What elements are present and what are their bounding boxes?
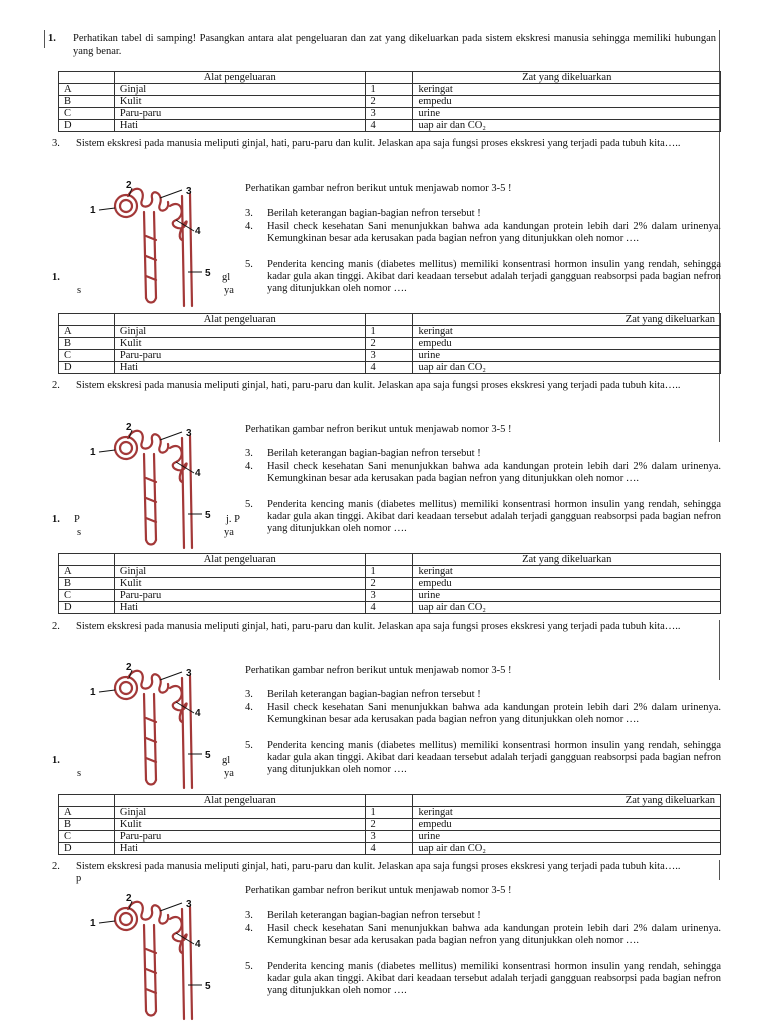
nephron-diagram <box>82 176 234 308</box>
label-3: 3 <box>186 428 192 439</box>
header-substance: Zat yang dikeluarkan <box>413 72 721 84</box>
table-row: C Paru-paru 3 urine <box>59 350 721 362</box>
nephron-intro: Perhatikan gambar nefron berikut untuk menjawab nomor 3-5 ! <box>245 885 512 896</box>
fragment-num: 1. <box>52 514 60 525</box>
fragment-gl: gl <box>222 755 231 766</box>
label-3: 3 <box>186 668 192 679</box>
table-row: C Paru-paru 3 urine <box>59 108 721 120</box>
nephron-item-4: 4. Hasil check kesehatan Sani menunjukkan bahwa ada kandungan protein lebih dari 2% dalam urinenya. Kemungkinan besar ada kerusakan pada bagian nefron yang ditunjukkan oleh nomor …. <box>245 702 721 725</box>
table-row: D Hati 4 uap air dan CO₂ <box>59 602 721 614</box>
fragment-s: s <box>77 768 82 779</box>
table-row: D Hati 4 uap air dan CO₂ <box>59 120 721 132</box>
label-1: 1 <box>90 447 96 458</box>
nephron-item-4: 4. Hasil check kesehatan Sani menunjukkan bahwa ada kandungan protein lebih dari 2% dalam urinenya. Kemungkinan besar ada kerusakan pada bagian nefron yang ditunjukkan oleh nomor …. <box>245 461 721 484</box>
nephron-diagram <box>82 416 234 552</box>
fragment-ya: ya <box>224 768 234 779</box>
essay-text: Sistem ekskresi pada manusia meliputi ginjal, hati, paru-paru dan kulit. Jelaskan apa saja fungsi proses ekskresi yang terjadi pada tubuh kita….. <box>76 138 681 149</box>
table-row: A Ginjal 1 keringat <box>59 807 721 819</box>
label-lines <box>99 188 202 272</box>
label-4: 4 <box>195 468 201 479</box>
matching-table <box>58 794 721 855</box>
fragment-glp: j. P <box>226 514 241 525</box>
table-row: B Kulit 2 empedu <box>59 819 721 831</box>
header-organ: Alat pengeluaran <box>114 72 365 84</box>
fragment-gl: gl <box>222 272 231 283</box>
matching-table <box>58 313 721 374</box>
fragment-ya: ya <box>224 285 234 296</box>
table-header <box>59 72 721 84</box>
label-5: 5 <box>205 510 211 521</box>
nephron-item-5: 5. Penderita kencing manis (diabetes mellitus) memiliki konsentrasi hormon insulin yang rendah, sehingga kadar gula akan tinggi. Akibat dari keadaan tersebut adalah terjadi gangguan reabsorpsi pada bagian nefron yang ditunjukkan oleh nomor …. <box>245 499 721 534</box>
label-3: 3 <box>186 186 192 197</box>
label-4: 4 <box>195 708 201 719</box>
left-border <box>44 30 45 48</box>
nephron-item-4: 4. Hasil check kesehatan Sani menunjukkan bahwa ada kandungan protein lebih dari 2% dalam urinenya. Kemungkinan besar ada kerusakan pada bagian nefron yang ditunjukkan oleh nomor …. <box>245 923 721 946</box>
nephron-item-5: 5. Penderita kencing manis (diabetes mellitus) memiliki konsentrasi hormon insulin yang rendah, sehingga kadar gula akan tinggi. Akibat dari keadaan tersebut adalah terjadi gangguan reabsorpsi pada bagian nefron yang ditunjukkan oleh nomor …. <box>245 740 721 775</box>
fragment-ya: ya <box>224 527 234 538</box>
label-2: 2 <box>126 893 132 904</box>
label-1: 1 <box>90 687 96 698</box>
fragment-s: s <box>77 527 82 538</box>
nephron-diagram <box>82 886 234 1024</box>
right-border <box>719 620 720 680</box>
table-row: C Paru-paru 3 urine <box>59 831 721 843</box>
nephron-item-3: 3. Berilah keterangan bagian-bagian nefron tersebut ! <box>245 448 481 459</box>
label-4: 4 <box>195 226 201 237</box>
table-header: Alat pengeluaran Zat yang dikeluarkan <box>59 795 721 807</box>
table-row: B Kulit 2 empedu <box>59 578 721 590</box>
nephron-item-3: 3. Berilah keterangan bagian-bagian nefron tersebut ! <box>245 910 481 921</box>
fragment-num: 1. <box>52 272 60 283</box>
table-row: C Paru-paru 3 urine <box>59 590 721 602</box>
label-2: 2 <box>126 662 132 673</box>
nephron-item-4: 4. Hasil check kesehatan Sani menunjukkan bahwa ada kandungan protein lebih dari 2% dalam urinenya. Kemungkinan besar ada kerusakan pada bagian nefron yang ditunjukkan oleh nomor …. <box>245 221 721 244</box>
table-row: A Ginjal 1 keringat <box>59 84 721 96</box>
label-2: 2 <box>126 422 132 433</box>
table-row: A Ginjal 1 keringat <box>59 326 721 338</box>
essay-number: 2. <box>52 621 60 632</box>
nephron-intro: Perhatikan gambar nefron berikut untuk menjawab nomor 3-5 ! <box>245 424 512 435</box>
table-row: B Kulit 2 empedu <box>59 338 721 350</box>
label-5: 5 <box>205 750 211 761</box>
label-1: 1 <box>90 205 96 216</box>
nephron-item-3: 3. Berilah keterangan bagian-bagian nefron tersebut ! <box>245 689 481 700</box>
q1-number: 1. <box>48 33 56 44</box>
nephron-tubule <box>115 189 192 306</box>
essay-text: Sistem ekskresi pada manusia meliputi ginjal, hati, paru-paru dan kulit. Jelaskan apa saja fungsi proses ekskresi yang terjadi pada tubuh kita….. <box>76 621 681 632</box>
essay-number: 2. <box>52 380 60 391</box>
table-row: A Ginjal 1 keringat <box>59 566 721 578</box>
table-header: Alat pengeluaran Zat yang dikeluarkan <box>59 554 721 566</box>
table-row: B Kulit 2 empedu <box>59 96 721 108</box>
label-5: 5 <box>205 981 211 992</box>
essay-text: Sistem ekskresi pada manusia meliputi ginjal, hati, paru-paru dan kulit. Jelaskan apa saja fungsi proses ekskresi yang terjadi pada tubuh kita….. <box>76 861 681 872</box>
fragment-s: s <box>77 285 82 296</box>
nephron-item-3: 3. Berilah keterangan bagian-bagian nefron tersebut ! <box>245 208 481 219</box>
essay-number: 3. <box>52 138 60 149</box>
nephron-diagram <box>82 658 234 790</box>
fragment-p: P <box>74 514 80 525</box>
nephron-intro: Perhatikan gambar nefron berikut untuk menjawab nomor 3-5 ! <box>245 183 512 194</box>
label-1: 1 <box>90 918 96 929</box>
nephron-item-5: 5. Penderita kencing manis (diabetes mellitus) memiliki konsentrasi hormon insulin yang rendah, sehingga kadar gula akan tinggi. Akibat dari keadaan tersebut adalah terjadi gangguan reabsorpsi pada bagian nefron yang ditunjukkan oleh nomor …. <box>245 259 721 294</box>
table-header: Alat pengeluaran Zat yang dikeluarkan <box>59 314 721 326</box>
label-4: 4 <box>195 939 201 950</box>
q1-text: Perhatikan tabel di samping! Pasangkan antara alat pengeluaran dan zat yang dikeluarkan pada sistem ekskresi manusia sehingga memiliki hubungan yang benar. <box>73 33 716 57</box>
matching-table <box>58 71 721 132</box>
label-5: 5 <box>205 268 211 279</box>
essay-number: 2. <box>52 861 60 872</box>
right-border <box>719 860 720 880</box>
fragment-num: 1. <box>52 755 60 766</box>
essay-text: Sistem ekskresi pada manusia meliputi ginjal, hati, paru-paru dan kulit. Jelaskan apa saja fungsi proses ekskresi yang terjadi pada tubuh kita….. <box>76 380 681 391</box>
nephron-item-5: 5. Penderita kencing manis (diabetes mellitus) memiliki konsentrasi hormon insulin yang rendah, sehingga kadar gula akan tinggi. Akibat dari keadaan tersebut adalah terjadi gangguan reabsorpsi pada bagian nefron yang ditunjukkan oleh nomor …. <box>245 961 721 996</box>
table-row: D Hati 4 uap air dan CO₂ <box>59 843 721 855</box>
matching-table <box>58 553 721 614</box>
table-row: D Hati 4 uap air dan CO₂ <box>59 362 721 374</box>
essay-truncated: p <box>76 873 82 884</box>
label-3: 3 <box>186 899 192 910</box>
label-2: 2 <box>126 180 132 191</box>
nephron-intro: Perhatikan gambar nefron berikut untuk menjawab nomor 3-5 ! <box>245 665 512 676</box>
